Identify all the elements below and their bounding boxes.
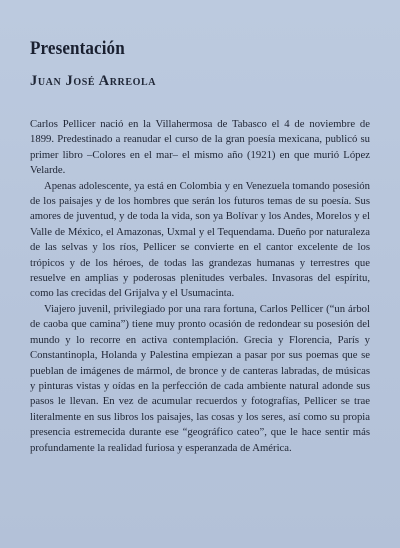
page-title: Presentación	[30, 38, 125, 59]
body-text	[30, 117, 370, 456]
paragraph-1: Carlos Pellicer nació en la Villahermosa de Tabasco el 4 de noviembre de 1899. Predestinado a reanudar el curso de la gran poesía mexicana, publicó su primer libro –Colores en el mar– el mismo año (1921) en que murió López Velarde.	[30, 118, 370, 177]
author-name: Juan José Arreola	[30, 73, 157, 89]
paragraph-3: Viajero juvenil, privilegiado por una rara fortuna, Carlos Pellicer (“un árbol de caoba que camina”) tiene muy pronto ocasión de redondear su posesión del mundo y lo recorre en activa contemplación. Grecia y Florencia, París y Constantinopla, Holanda y Palestina empiezan a pasar por sus poemas que se pueblan de imágenes de mármol, de bronce y de canteras labradas, de músicas y pinturas vistas y oídas en la perfección de cada ambiente natural adonde sus pasos le llevan. En vez de acumular recuerdos y fotografías, Pellicer se trae literalmente en sus libros los paisajes, las cosas y los seres, así como su propia presencia estremecida durante ese “geográfico cateo”, que le hace sentir más profundamente la realidad furiosa y esperanzada de América.	[30, 302, 370, 454]
paragraph-2: Apenas adolescente, ya está en Colombia y en Venezuela tomando posesión de los paisajes y de los hombres que serán los futuros temas de su poesía. Sus amores de juventud, y de toda la vida, son ya Bolívar y los Andes, Morelos y el Valle de México, el Amazonas, Uxmal y el Tequendama. Dueño por naturaleza de las selvas y los ríos, Pellicer se convierte en el cantor excelente de los trópicos y de los héroes, de todas las grandezas humanas y terrestres que resuelve en amplias y poderosas plenitudes verbales. Invasoras del espíritu, como las crecidas del Grijalva y el Usumacinta.	[30, 179, 370, 300]
